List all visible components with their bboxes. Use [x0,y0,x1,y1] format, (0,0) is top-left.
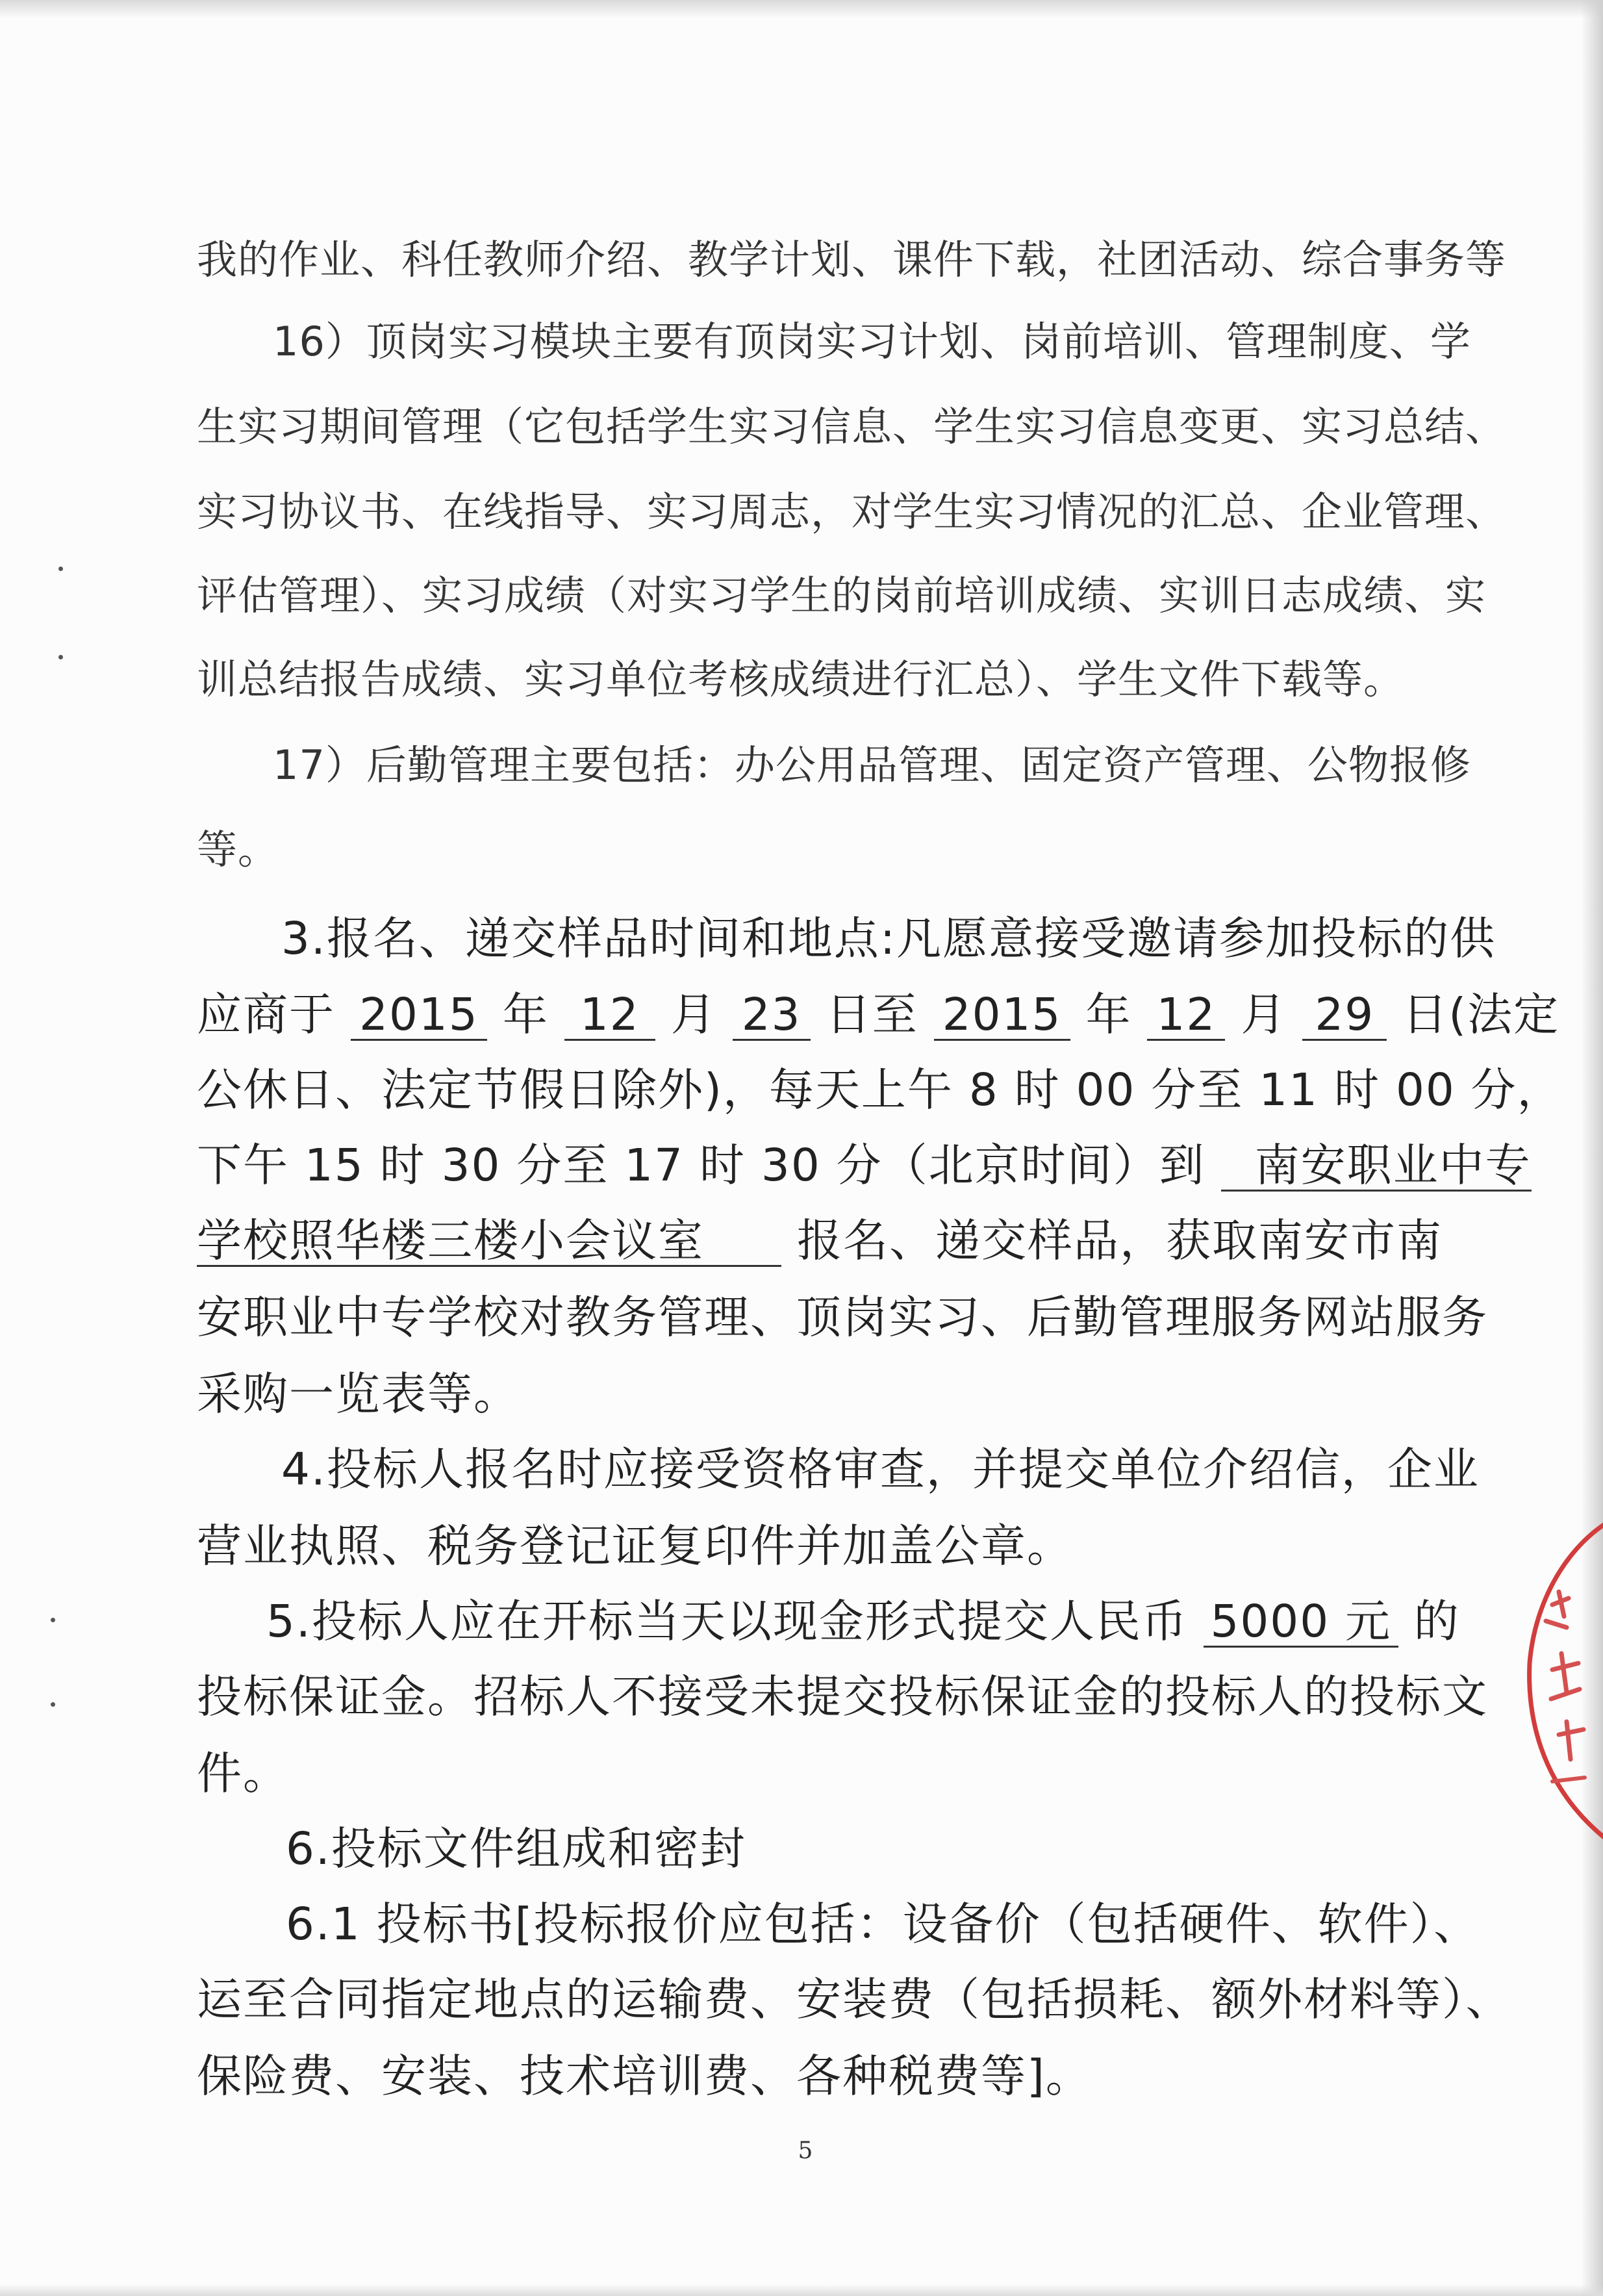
section-6-line: 保险费、安装、技术培训费、各种税费等]。 [197,2050,1092,2102]
section-6-line: 运至合同指定地点的运输费、安装费（包括损耗、额外材料等）、 [197,1974,1512,2026]
scan-speck [58,655,63,659]
end-year-blank: 2015 [934,993,1070,1041]
start-month-blank: 12 [564,993,655,1041]
deposit-suffix: 的 [1413,1596,1460,1648]
body-text-line: 实习协议书、在线指导、实习周志，对学生实习情况的汇总、企业管理、 [197,488,1507,535]
section-4-line: 4.投标人报名时应接受资格审查，并提交单位介绍信，企业 [281,1444,1480,1496]
scan-shadow-right [1581,0,1603,2296]
section-3-line: 安职业中专学校对教务管理、顶岗实习、后勤管理服务网站服务 [197,1292,1488,1344]
section-6-heading: 6.投标文件组成和密封 [286,1823,746,1875]
section-6-line: 6.1 投标书[投标报价应包括：设备价（包括硬件、软件）、 [286,1898,1480,1950]
section-3-line: 3.报名、递交样品时间和地点:凡愿意接受邀请参加投标的供 [281,913,1496,965]
section-3-line: 公休日、法定节假日除外)，每天上午 8 时 00 分至 11 时 00 分， [197,1064,1563,1116]
scan-speck [51,1702,55,1707]
end-month-blank: 12 [1147,993,1225,1041]
body-text-line: 评估管理）、实习成绩（对实习学生的岗前培训成绩、实训日志成绩、实 [197,572,1487,619]
section-5-deposit-line [266,1596,1460,1648]
section-3-location-line [197,1215,1443,1267]
date-text: 年 [502,989,549,1041]
body-text-line: 我的作业、科任教师介绍、教学计划、课件下载，社团活动、综合事务等 [197,236,1507,283]
date-text: 月 [670,989,717,1041]
body-text-line: 训总结报告成绩、实习单位考核成绩进行汇总）、学生文件下载等。 [197,656,1405,703]
date-prefix: 应商于 [197,989,335,1041]
page-number: 5 [798,2137,813,2164]
date-text: 日至 [826,989,918,1041]
deposit-prefix: 5.投标人应在开标当天以现金形式提交人民币 [266,1596,1188,1648]
section-3-date-line [197,989,1560,1041]
body-text-line: 16）顶岗实习模块主要有顶岗实习计划、岗前培训、管理制度、学 [273,318,1471,365]
scan-speck [51,1618,55,1622]
section-4-line: 营业执照、税务登记证复印件并加盖公章。 [197,1520,1073,1572]
start-day-blank: 23 [733,993,811,1041]
date-text: 月 [1241,989,1287,1041]
body-text-line: 17）后勤管理主要包括：办公用品管理、固定资产管理、公物报修 [273,741,1471,789]
end-day-blank: 29 [1302,993,1387,1041]
date-suffix: 日(法定 [1402,989,1560,1041]
section-3-location-line [197,1140,1532,1192]
deposit-amount-blank: 5000 元 [1204,1600,1398,1648]
date-text: 年 [1085,989,1132,1041]
section-3-line: 采购一览表等。 [197,1368,520,1420]
start-year-blank: 2015 [351,993,487,1041]
scan-shadow-bottom [0,2284,1603,2296]
location-blank-part2: 学校照华楼三楼小会议室 [197,1219,781,1267]
location-prefix: 下午 15 时 30 分至 17 时 30 分（北京时间）到 [197,1140,1205,1192]
body-text-line: 等。 [197,826,279,873]
scan-shadow-top [0,0,1603,18]
location-suffix: 报名、递交样品，获取南安市南 [796,1215,1443,1267]
location-blank-part1: 南安职业中专 [1221,1143,1532,1192]
section-5-line: 投标保证金。招标人不接受未提交投标保证金的投标人的投标文 [197,1671,1488,1723]
red-seal-stamp [1507,1494,1603,1858]
scan-speck [58,567,63,571]
section-5-line: 件。 [197,1748,289,1800]
body-text-line: 生实习期间管理（它包括学生实习信息、学生实习信息变更、实习总结、 [197,403,1507,450]
